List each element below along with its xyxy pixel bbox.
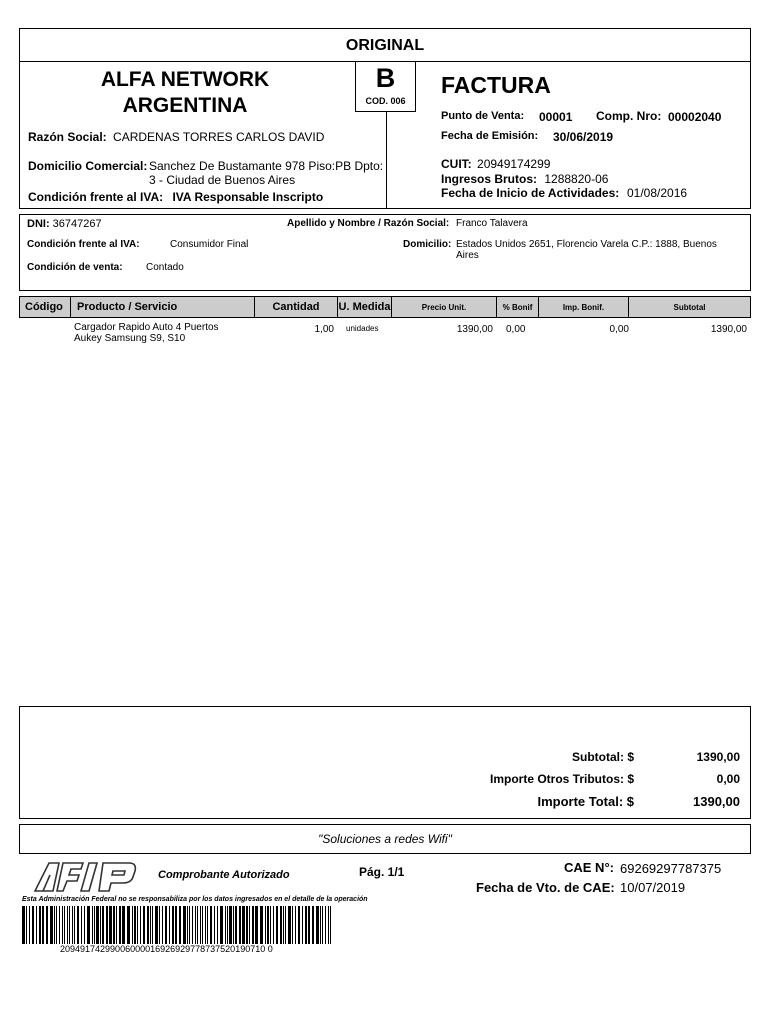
apellido-label: Apellido y Nombre / Razón Social:: [287, 218, 450, 229]
col-cantidad: Cantidad: [255, 297, 338, 317]
ingresos-brutos-label: Ingresos Brutos:: [441, 172, 538, 186]
client-box: [19, 214, 751, 291]
row-precio: 1390,00: [456, 324, 493, 335]
col-producto: Producto / Servicio: [71, 297, 255, 317]
punto-venta-value: 00001: [539, 110, 573, 124]
razon-social-label: Razón Social:: [28, 130, 107, 144]
cae-label: CAE N°:: [564, 860, 614, 875]
total-label: Importe Total: $: [537, 794, 634, 809]
razon-social: [28, 130, 324, 144]
issuer-header: [19, 61, 751, 209]
otros-tributos-value: 0,00: [716, 772, 740, 786]
domicilio-line2: 3 - Ciudad de Buenos Aires: [149, 173, 296, 187]
row-subtotal: 1390,00: [710, 324, 747, 335]
row-bonif-pct: 0,00: [506, 324, 526, 335]
total-value: 1390,00: [693, 794, 740, 809]
copy-type-label: ORIGINAL: [345, 37, 425, 54]
header-divider: [386, 112, 387, 209]
comp-nro-value: 00002040: [668, 110, 722, 124]
client-domicilio-label: Domicilio:: [403, 239, 452, 250]
copy-type-banner: [19, 28, 751, 62]
afip-logo-icon: [31, 859, 143, 895]
cuit-value: 20949174299: [477, 157, 551, 171]
punto-venta-label: Punto de Venta:: [441, 110, 525, 122]
cuit-label: CUIT:: [441, 157, 472, 171]
inicio-act-value: 01/08/2016: [627, 186, 688, 200]
row-producto: [74, 322, 254, 344]
invoice-letter-code: COD. 006: [365, 96, 406, 106]
slogan-text: "Soluciones a redes Wifi": [318, 832, 452, 846]
client-cond-iva-value: Consumidor Final: [170, 239, 249, 250]
company-name-line2: ARGENTINA: [122, 94, 248, 117]
domicilio-comercial-label: Domicilio Comercial:: [28, 159, 148, 173]
razon-social-value: CARDENAS TORRES CARLOS DAVID: [113, 130, 325, 144]
row-producto-line2: Aukey Samsung S9, S10: [74, 333, 186, 344]
fecha-emision-label: Fecha de Emisión:: [441, 130, 539, 142]
row-unidad: unidades: [346, 324, 379, 333]
cae-value: 69269297787375: [620, 861, 722, 876]
table-row: [19, 321, 751, 349]
page-number: Pág. 1/1: [359, 865, 405, 879]
cond-venta-label: Condición de venta:: [27, 262, 123, 273]
vto-cae-label: Fecha de Vto. de CAE:: [476, 880, 615, 895]
col-umedida: U. Medida: [338, 297, 392, 317]
dni-label: DNI:: [27, 218, 50, 230]
col-codigo: Código: [20, 297, 71, 317]
col-subtotal: Subtotal: [673, 302, 706, 312]
company-name: [20, 67, 350, 119]
disclaimer: Esta Administración Federal no se responsabiliza por los datos ingresados en el detalle de la operación: [22, 896, 368, 903]
col-imp-bonif: Imp. Bonif.: [539, 297, 629, 317]
col-bonif: % Bonif: [497, 297, 539, 317]
barcode-icon: [22, 906, 334, 944]
barcode-number: 20949174299006000016926929778737520190710 0: [60, 944, 273, 954]
items-table-header: [19, 296, 751, 318]
condicion-iva-value: IVA Responsable Inscripto: [172, 190, 324, 204]
ingresos-brutos-value: 1288820-06: [544, 172, 609, 186]
client-cond-iva-label: Condición frente al IVA:: [27, 239, 140, 250]
col-precio: Precio Unit.: [392, 297, 497, 317]
client-domicilio-value: [456, 239, 717, 261]
row-imp-bonif: 0,00: [609, 324, 629, 335]
inicio-act-label: Fecha de Inicio de Actividades:: [441, 186, 620, 200]
row-producto-line1: Cargador Rapido Auto 4 Puertos: [74, 322, 219, 333]
slogan-box: [19, 824, 751, 854]
barcode: [22, 906, 334, 944]
doc-title: FACTURA: [441, 72, 551, 98]
row-cantidad: 1,00: [314, 324, 334, 335]
vto-cae-value: 10/07/2019: [620, 880, 686, 895]
dni-value: 36747267: [52, 218, 102, 230]
invoice-letter: B: [375, 63, 396, 93]
cond-venta-value: Contado: [146, 262, 184, 273]
client-domicilio-line2: Aires: [456, 250, 479, 261]
subtotal-label: Subtotal: $: [572, 750, 634, 764]
letter-box: [355, 62, 416, 112]
fecha-emision-value: 30/06/2019: [553, 130, 614, 144]
domicilio-line1: Sanchez De Bustamante 978 Piso:PB Dpto:: [149, 159, 384, 173]
client-domicilio-line1: Estados Unidos 2651, Florencio Varela C.P.: 1888, Buenos: [456, 239, 717, 250]
totals-box: [19, 706, 751, 819]
domicilio-comercial-value: [149, 159, 383, 187]
client-dni: [27, 218, 102, 230]
comprobante-autorizado: Comprobante Autorizado: [158, 869, 290, 881]
condicion-iva: [28, 190, 323, 204]
comp-nro-label: Comp. Nro:: [596, 109, 662, 123]
company-name-line1: ALFA NETWORK: [100, 68, 270, 91]
afip-logo: [31, 859, 143, 895]
ingresos-brutos: [441, 172, 608, 186]
cuit: [441, 157, 550, 171]
condicion-iva-label: Condición frente al IVA:: [28, 190, 164, 204]
apellido-value: Franco Talavera: [456, 218, 528, 229]
subtotal-value: 1390,00: [696, 750, 740, 764]
otros-tributos-label: Importe Otros Tributos: $: [489, 772, 634, 786]
